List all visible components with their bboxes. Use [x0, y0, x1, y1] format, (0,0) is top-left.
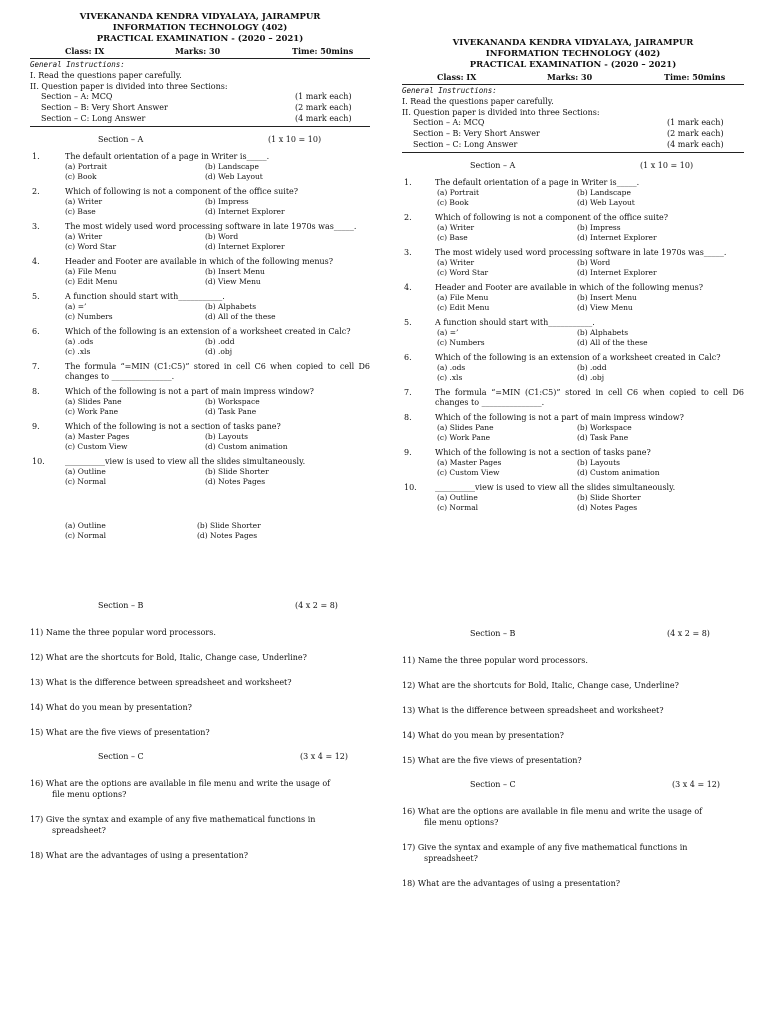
options-row — [30, 302, 370, 312]
options-row — [402, 268, 744, 278]
mcq-question — [30, 187, 370, 217]
options-row — [402, 328, 744, 338]
section-a-heading: Section – A (1 x 10 = 10) — [470, 161, 694, 170]
question-number: 1. — [404, 178, 412, 187]
option: (a) =’ — [65, 302, 87, 311]
class-marks-time-row — [30, 46, 370, 57]
mcq-question — [30, 422, 370, 452]
option: (b) Layouts — [205, 432, 248, 441]
option: (b) Slide Shorter — [577, 493, 641, 502]
question-line: 16) What are the options are available in file menu and write the usage of — [402, 807, 703, 816]
options-row — [30, 172, 370, 182]
section-a-heading: Section – A (1 x 10 = 10) — [98, 135, 322, 144]
mcq-question — [30, 257, 370, 287]
class-marks-time-row — [402, 72, 744, 83]
options-row — [30, 162, 370, 172]
question-number: 4. — [404, 283, 412, 292]
question-line: file menu options? — [424, 818, 499, 827]
options-row — [30, 397, 370, 407]
instruction-section-row: Section – C: Long Answer (4 mark each) — [413, 140, 724, 149]
option: (b) Word — [577, 258, 611, 267]
mcq-question — [402, 413, 744, 443]
question-number: 2. — [404, 213, 412, 222]
option: (b) Layouts — [577, 458, 620, 467]
question-number: 10. — [32, 457, 45, 466]
option: (c) Edit Menu — [65, 277, 118, 286]
exam-title: PRACTICAL EXAMINATION - (2020 – 2021) — [469, 60, 677, 70]
option: (c) Book — [437, 198, 469, 207]
option: (b) Workspace — [205, 397, 260, 406]
options-row — [30, 242, 370, 252]
question-number: 10. — [404, 483, 417, 492]
long-answer-question — [30, 850, 370, 861]
question-number: 4. — [32, 257, 40, 266]
options-row — [402, 423, 744, 433]
short-answer-question: 15) What are the five views of presentation? — [30, 728, 210, 737]
subject-title: INFORMATION TECHNOLOGY (402) — [485, 49, 661, 59]
mcq-question — [402, 318, 744, 348]
general-instructions-heading: General Instructions: — [402, 86, 497, 95]
options-row — [30, 407, 370, 417]
mcq-question — [30, 327, 370, 357]
option: (d) Task Pane — [577, 433, 629, 442]
question-text — [30, 292, 370, 302]
question-number: 2. — [32, 187, 40, 196]
short-answer-question: 13) What is the difference between spreadsheet and worksheet? — [30, 678, 292, 687]
instruction-2: II. Question paper is divided into three Sections: — [402, 108, 600, 117]
option: (b) Insert Menu — [205, 267, 265, 276]
options-row — [402, 258, 744, 268]
option: (c) Edit Menu — [437, 303, 490, 312]
extra-options-row: (a) Outline (b) Slide Shorter — [65, 521, 261, 530]
class-label: Class: IX — [65, 46, 105, 56]
mcq-question — [30, 387, 370, 417]
options-row — [30, 277, 370, 287]
question-number: 3. — [32, 222, 40, 231]
option: (d) Internet Explorer — [205, 242, 285, 251]
option: (d) All of the these — [577, 338, 648, 347]
question-line: 16) What are the options are available in file menu and write the usage of — [30, 779, 331, 788]
option: (a) Portrait — [65, 162, 108, 171]
option: (b) Impress — [577, 223, 621, 232]
instruction-section-row: Section – C: Long Answer (4 mark each) — [41, 114, 352, 123]
question-number: 1. — [32, 152, 40, 161]
option: (d) All of the these — [205, 312, 276, 321]
section-b-heading: Section – B (4 x 2 = 8) — [98, 601, 338, 610]
question-body: Header and Footer are available in which of the following menus? — [65, 257, 334, 266]
question-line: 17) Give the syntax and example of any five mathematical functions in — [30, 815, 316, 824]
instruction-section-row: Section – B: Very Short Answer (2 mark each) — [41, 103, 352, 112]
mcq-question — [402, 248, 744, 278]
subject-title: INFORMATION TECHNOLOGY (402) — [112, 23, 288, 33]
options-row — [402, 338, 744, 348]
general-instructions-heading: General Instructions: — [30, 60, 125, 69]
question-text — [402, 318, 744, 328]
question-text — [402, 178, 744, 188]
long-answer-question — [30, 814, 370, 836]
mcq-question — [30, 152, 370, 182]
options-row — [402, 458, 744, 468]
question-number: 5. — [32, 292, 40, 301]
option: (b) Workspace — [577, 423, 632, 432]
short-answer-question: 12) What are the shortcuts for Bold, Italic, Change case, Underline? — [402, 681, 679, 690]
mcq-question — [402, 483, 744, 513]
mcq-question — [402, 353, 744, 383]
option: (c) Normal — [65, 477, 107, 486]
option: (a) Master Pages — [437, 458, 502, 467]
question-body: Which of the following is not a section of tasks pane? — [435, 448, 651, 457]
question-text — [402, 248, 744, 258]
option: (c) Normal — [437, 503, 479, 512]
question-body: Which of following is not a component of the office suite? — [65, 187, 299, 196]
question-text — [30, 257, 370, 267]
short-answer-question: 15) What are the five views of presentation? — [402, 756, 582, 765]
option: (a) Outline — [65, 467, 106, 476]
instructions-divider — [402, 152, 744, 153]
options-row — [30, 442, 370, 452]
instruction-2: II. Question paper is divided into three Sections: — [30, 82, 228, 91]
short-answer-question: 11) Name the three popular word processors. — [30, 628, 216, 637]
question-text — [402, 388, 744, 408]
options-row — [30, 267, 370, 277]
options-row — [30, 347, 370, 357]
school-name: VIVEKANANDA KENDRA VIDYALAYA, JAIRAMPUR — [452, 38, 694, 48]
options-row — [30, 232, 370, 242]
question-line: 18) What are the advantages of using a presentation? — [402, 879, 621, 888]
question-text — [30, 387, 370, 397]
option: (a) Outline — [437, 493, 478, 502]
time-label: Time: 50mins — [664, 72, 726, 82]
question-body: __________view is used to view all the slides simultaneously. — [435, 483, 676, 492]
options-row — [30, 312, 370, 322]
option: (d) Task Pane — [205, 407, 257, 416]
option: (a) Master Pages — [65, 432, 130, 441]
section-c-questions — [402, 806, 744, 889]
question-body: The most widely used word processing software in late 1970s was_____. — [65, 222, 357, 231]
section-c-heading: Section – C (3 x 4 = 12) — [98, 752, 348, 761]
option: (c) .xls — [65, 347, 91, 356]
mcq-question — [402, 178, 744, 208]
option: (c) Word Star — [437, 268, 489, 277]
class-label: Class: IX — [437, 72, 477, 82]
question-line: 18) What are the advantages of using a presentation? — [30, 851, 249, 860]
option: (d) Notes Pages — [577, 503, 638, 512]
option: (c) Custom View — [65, 442, 128, 451]
options-row — [402, 433, 744, 443]
option: (c) Word Star — [65, 242, 117, 251]
option: (b) .odd — [205, 337, 235, 346]
option: (d) .obj — [205, 347, 233, 356]
option: (a) Slides Pane — [65, 397, 122, 406]
question-body: The formula “=MIN (C1:C5)” stored in cell C6 when copied to cell D6 changes to _______________. — [435, 388, 744, 407]
option: (b) .odd — [577, 363, 607, 372]
options-row — [402, 493, 744, 503]
extra-options-row: (c) Normal (d) Notes Pages — [65, 531, 258, 540]
question-text — [402, 353, 744, 363]
instruction-section-row: Section – A: MCQ (1 mark each) — [41, 92, 352, 101]
options-row — [402, 233, 744, 243]
short-answer-question: 11) Name the three popular word processors. — [402, 656, 588, 665]
option: (c) Book — [65, 172, 97, 181]
mcq-question — [30, 457, 370, 487]
question-text — [30, 187, 370, 197]
mcq-question — [402, 388, 744, 408]
option: (a) Portrait — [437, 188, 480, 197]
section-a-questions — [402, 178, 744, 513]
option: (a) =’ — [437, 328, 459, 337]
question-body: A function should start with___________. — [65, 292, 225, 301]
question-text — [402, 448, 744, 458]
options-row — [30, 432, 370, 442]
question-line: file menu options? — [52, 790, 127, 799]
option: (b) Alphabets — [205, 302, 257, 311]
option: (a) Slides Pane — [437, 423, 494, 432]
option: (b) Landscape — [205, 162, 259, 171]
mcq-question — [30, 292, 370, 322]
question-number: 3. — [404, 248, 412, 257]
question-body: The most widely used word processing software in late 1970s was_____. — [435, 248, 727, 257]
mcq-question — [30, 362, 370, 382]
option: (c) Base — [437, 233, 468, 242]
question-number: 8. — [32, 387, 40, 396]
option: (a) .ods — [437, 363, 466, 372]
option: (d) Custom animation — [205, 442, 288, 451]
question-text — [402, 283, 744, 293]
long-answer-question — [30, 778, 370, 800]
question-number: 6. — [404, 353, 412, 362]
section-b-questions — [30, 627, 370, 738]
options-row — [30, 207, 370, 217]
option: (c) Custom View — [437, 468, 500, 477]
option: (b) Impress — [205, 197, 249, 206]
question-number: 8. — [404, 413, 412, 422]
options-row — [30, 477, 370, 487]
option: (d) .obj — [577, 373, 605, 382]
question-body: __________view is used to view all the slides simultaneously. — [65, 457, 306, 466]
option: (c) Base — [65, 207, 96, 216]
option: (a) Writer — [437, 223, 475, 232]
option: (a) Writer — [437, 258, 475, 267]
marks-label: Marks: 30 — [175, 46, 221, 56]
question-line: 17) Give the syntax and example of any five mathematical functions in — [402, 843, 688, 852]
question-body: The formula “=MIN (C1:C5)” stored in cell C6 when copied to cell D6 changes to _______________. — [65, 362, 370, 381]
school-name: VIVEKANANDA KENDRA VIDYALAYA, JAIRAMPUR — [79, 12, 321, 22]
options-row — [402, 293, 744, 303]
instruction-1: I. Read the questions paper carefully. — [30, 71, 182, 80]
time-label: Time: 50mins — [292, 46, 354, 56]
question-body: Which of the following is an extension of a worksheet created in Calc? — [435, 353, 721, 362]
question-line: spreadsheet? — [424, 854, 478, 863]
option: (a) .ods — [65, 337, 94, 346]
long-answer-question — [402, 806, 744, 828]
section-c-heading: Section – C (3 x 4 = 12) — [470, 780, 720, 789]
option: (b) Slide Shorter — [205, 467, 269, 476]
options-row — [402, 303, 744, 313]
question-text — [30, 362, 370, 382]
mcq-question — [402, 283, 744, 313]
option: (c) Numbers — [437, 338, 485, 347]
option: (c) .xls — [437, 373, 463, 382]
question-text — [30, 222, 370, 232]
option: (d) Internet Explorer — [577, 268, 657, 277]
long-answer-question — [402, 878, 744, 889]
option: (a) Writer — [65, 197, 103, 206]
option: (d) Custom animation — [577, 468, 660, 477]
section-b-heading: Section – B (4 x 2 = 8) — [470, 629, 710, 638]
option: (c) Work Pane — [65, 407, 119, 416]
question-text — [402, 413, 744, 423]
header-divider — [402, 84, 744, 85]
instruction-section-row: Section – A: MCQ (1 mark each) — [413, 118, 724, 127]
options-row — [30, 337, 370, 347]
options-row — [402, 373, 744, 383]
option: (a) File Menu — [437, 293, 489, 302]
option: (d) Web Layout — [577, 198, 635, 207]
exam-title: PRACTICAL EXAMINATION - (2020 – 2021) — [96, 34, 304, 44]
short-answer-question: 12) What are the shortcuts for Bold, Italic, Change case, Underline? — [30, 653, 307, 662]
instructions-divider — [30, 126, 370, 127]
option: (d) Internet Explorer — [205, 207, 285, 216]
options-row — [402, 503, 744, 513]
question-body: Which of the following is not a part of main impress window? — [435, 413, 684, 422]
option: (d) View Menu — [577, 303, 633, 312]
question-body: The default orientation of a page in Writer is_____. — [435, 178, 640, 187]
short-answer-question: 14) What do you mean by presentation? — [402, 731, 564, 740]
question-body: Which of the following is not a part of main impress window? — [65, 387, 314, 396]
question-number: 5. — [404, 318, 412, 327]
option: (a) Writer — [65, 232, 103, 241]
question-text — [30, 152, 370, 162]
option: (d) Web Layout — [205, 172, 263, 181]
marks-label: Marks: 30 — [547, 72, 593, 82]
question-text — [30, 457, 370, 467]
question-line: spreadsheet? — [52, 826, 106, 835]
question-number: 9. — [404, 448, 412, 457]
option: (d) Notes Pages — [205, 477, 266, 486]
option: (b) Alphabets — [577, 328, 629, 337]
question-number: 7. — [404, 388, 412, 397]
question-text — [30, 327, 370, 337]
question-body: Which of the following is an extension of a worksheet created in Calc? — [65, 327, 351, 336]
mcq-question — [402, 448, 744, 478]
option: (b) Word — [205, 232, 239, 241]
question-body: The default orientation of a page in Writer is_____. — [65, 152, 270, 161]
instruction-section-row: Section – B: Very Short Answer (2 mark each) — [413, 129, 724, 138]
option: (d) View Menu — [205, 277, 261, 286]
question-number: 7. — [32, 362, 40, 371]
options-row — [402, 198, 744, 208]
options-row — [402, 468, 744, 478]
section-c-questions — [30, 778, 370, 861]
left-copy — [30, 12, 370, 861]
option: (b) Landscape — [577, 188, 631, 197]
question-text — [30, 422, 370, 432]
header-divider — [30, 58, 370, 59]
question-number: 6. — [32, 327, 40, 336]
short-answer-question: 13) What is the difference between spreadsheet and worksheet? — [402, 706, 664, 715]
options-row — [402, 363, 744, 373]
instruction-1: I. Read the questions paper carefully. — [402, 97, 554, 106]
options-row — [402, 223, 744, 233]
option: (c) Work Pane — [437, 433, 491, 442]
short-answer-question: 14) What do you mean by presentation? — [30, 703, 192, 712]
question-text — [402, 483, 744, 493]
question-body: Which of the following is not a section of tasks pane? — [65, 422, 281, 431]
question-number: 9. — [32, 422, 40, 431]
option: (c) Numbers — [65, 312, 113, 321]
option: (b) Insert Menu — [577, 293, 637, 302]
question-body: A function should start with___________. — [435, 318, 595, 327]
section-b-questions — [402, 655, 744, 766]
question-body: Which of following is not a component of the office suite? — [435, 213, 669, 222]
section-a-questions — [30, 152, 370, 487]
long-answer-question — [402, 842, 744, 864]
question-body: Header and Footer are available in which of the following menus? — [435, 283, 704, 292]
question-text — [402, 213, 744, 223]
mcq-question — [402, 213, 744, 243]
option: (d) Internet Explorer — [577, 233, 657, 242]
options-row — [402, 188, 744, 198]
option: (a) File Menu — [65, 267, 117, 276]
options-row — [30, 197, 370, 207]
right-copy — [402, 38, 744, 889]
mcq-question — [30, 222, 370, 252]
options-row — [30, 467, 370, 477]
